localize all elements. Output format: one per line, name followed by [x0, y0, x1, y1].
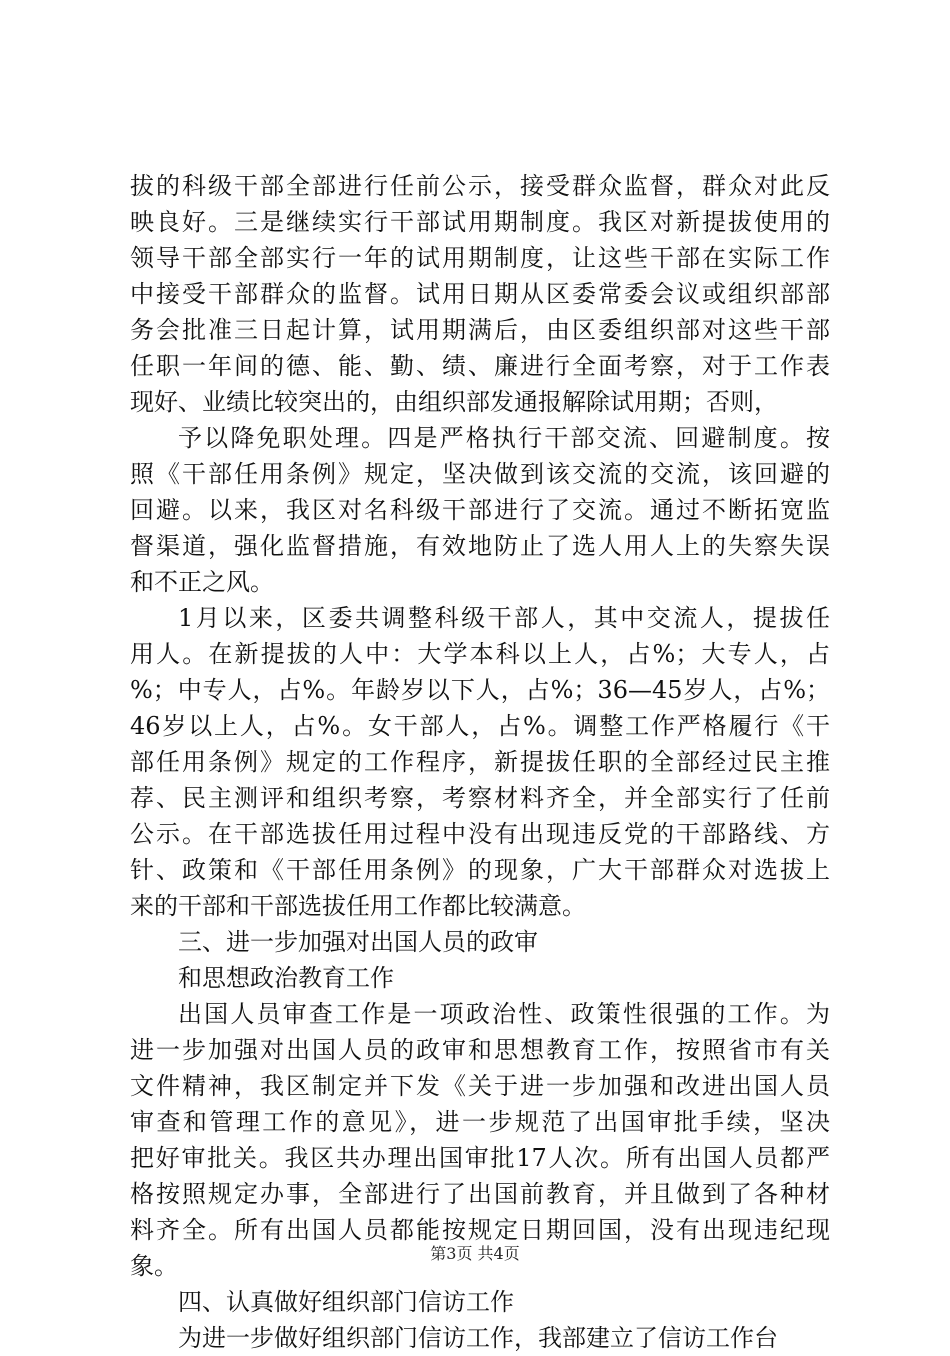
text-line: 映良好。三是继续实行干部试用期制度。我区对新提拔使用的: [130, 208, 830, 236]
paragraph: [130, 924, 830, 960]
text-line: 拔的科级干部全部进行任前公示，接受群众监督，群众对此反: [130, 172, 830, 200]
text-line: 照《干部任用条例》规定，坚决做到该交流的交流，该回避的: [130, 460, 830, 488]
text-line: 现好、业绩比较突出的，由组织部发通报解除试用期；否则，: [130, 388, 778, 416]
text-line: 三、进一步加强对出国人员的政审: [178, 928, 538, 956]
text-line: %；中专人，占%。年龄岁以下人，占%；36—45岁人，占%；: [130, 676, 830, 704]
paragraph: [130, 996, 830, 1284]
text-line: 审查和管理工作的意见》，进一步规范了出国审批手续，坚决: [130, 1108, 830, 1136]
text-line: 督渠道，强化监督措施，有效地防止了选人用人上的失察失误: [130, 532, 830, 560]
text-line: 象。: [130, 1252, 178, 1280]
text-line: 1月以来，区委共调整科级干部人，其中交流人，提拔任: [178, 604, 830, 632]
text-line: 务会批准三日起计算，试用期满后，由区委组织部对这些干部: [130, 316, 830, 344]
paragraph: [130, 1284, 830, 1320]
text-line: 用人。在新提拔的人中：大学本科以上人，占%；大专人，占: [130, 640, 830, 668]
text-line: 领导干部全部实行一年的试用期制度，让这些干部在实际工作: [130, 244, 830, 272]
text-line: 46岁以上人，占%。女干部人，占%。调整工作严格履行《干: [130, 712, 830, 740]
text-line: 文件精神，我区制定并下发《关于进一步加强和改进出国人员: [130, 1072, 830, 1100]
text-line: 进一步加强对出国人员的政审和思想教育工作，按照省市有关: [130, 1036, 830, 1064]
paragraph: [130, 420, 830, 600]
text-line: 格按照规定办事，全部进行了出国前教育，并且做到了各种材: [130, 1180, 830, 1208]
text-line: 回避。以来，我区对名科级干部进行了交流。通过不断拓宽监: [130, 496, 830, 524]
text-line: 荐、民主测评和组织考察，考察材料齐全，并全部实行了任前: [130, 784, 830, 812]
text-line: 四、认真做好组织部门信访工作: [178, 1288, 514, 1316]
paragraph: [130, 600, 830, 924]
text-line: 和不正之风。: [130, 568, 274, 596]
text-line: 料齐全。所有出国人员都能按规定日期回国，没有出现违纪现: [130, 1216, 830, 1244]
text-line: 来的干部和干部选拔任用工作都比较满意。: [130, 892, 586, 920]
paragraph: [130, 1320, 830, 1356]
text-line: 针、政策和《干部任用条例》的现象，广大干部群众对选拔上: [130, 856, 830, 884]
text-line: 中接受干部群众的监督。试用日期从区委常委会议或组织部部: [130, 280, 830, 308]
document-body: [130, 168, 830, 1356]
text-line: 为进一步做好组织部门信访工作，我部建立了信访工作台: [178, 1324, 778, 1352]
paragraph: [130, 960, 830, 996]
text-line: 和思想政治教育工作: [178, 964, 394, 992]
text-line: 任职一年间的德、能、勤、绩、廉进行全面考察，对于工作表: [130, 352, 830, 380]
page-footer: 第3页 共4页: [430, 1244, 520, 1263]
text-line: 部任用条例》规定的工作程序，新提拔任职的全部经过民主推: [130, 748, 830, 776]
text-line: 公示。在干部选拔任用过程中没有出现违反党的干部路线、方: [130, 820, 830, 848]
text-line: 出国人员审查工作是一项政治性、政策性很强的工作。为: [178, 1000, 830, 1028]
text-line: 把好审批关。我区共办理出国审批17人次。所有出国人员都严: [130, 1144, 830, 1172]
text-line: 予以降免职处理。四是严格执行干部交流、回避制度。按: [178, 424, 830, 452]
paragraph: [130, 168, 830, 420]
